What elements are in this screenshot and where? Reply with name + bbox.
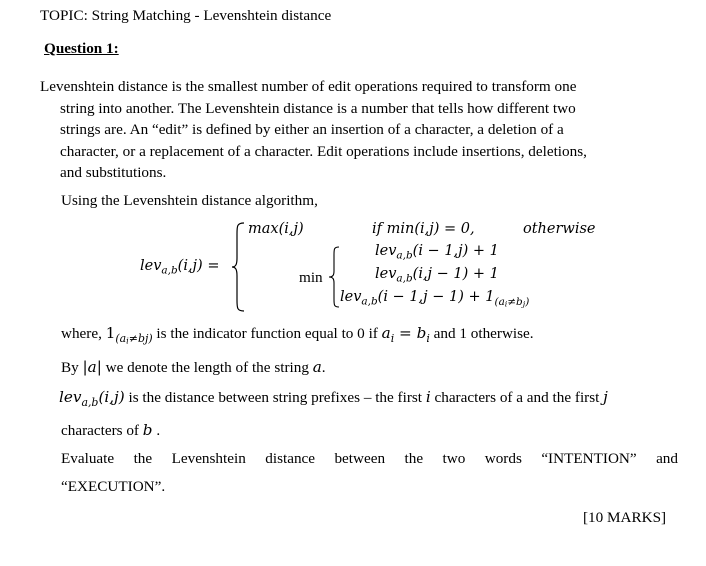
using-text: Using the Levenshtein distance algorithm, <box>61 192 318 209</box>
min-row-2: lev$_{a,b}$(i,j − 1) + 1 <box>375 266 499 285</box>
marks-label: [10 MARKS] <box>583 509 667 526</box>
length-definition: By |a| we denote the length of the string a. <box>61 358 326 376</box>
intro-paragraph <box>40 76 680 184</box>
evaluate-instruction: Evaluate the Levenshtein distance between the two words “INTENTION” and <box>61 450 678 467</box>
intro-line: character, or a replacement of a character. Edit operations include insertions, deletions, <box>60 142 587 160</box>
min-label: min <box>299 269 323 286</box>
indicator-definition: where, $1_{(ai\ne bj)}$ is the indicator function equal to 0 if $a_i = b_i$ and 1 otherwise. <box>61 324 534 346</box>
formula-lhs: lev$_{a,b}$(i,j) = <box>140 258 220 277</box>
intro-line: strings are. An “edit” is defined by either an insertion of a character, a deletion of a <box>60 121 564 138</box>
case1-expression: max(i,j) <box>248 221 304 237</box>
outer-brace <box>232 222 246 312</box>
case1-condition: if min(i,j) = 0, <box>372 221 475 237</box>
prefix-distance-definition: lev$_{a,b}$(i,j) is the distance between string prefixes – the first i characters of a and the first j <box>59 388 608 409</box>
intro-line: Levenshtein distance is the smallest number of edit operations required to transform one <box>40 78 577 95</box>
evaluate-instruction-cont: “EXECUTION”. <box>61 478 166 495</box>
intro-line: string into another. The Levenshtein distance is a number that tells how different two <box>60 99 576 117</box>
question-heading: Question 1: <box>44 40 119 57</box>
min-row-1: lev$_{a,b}$(i − 1,j) + 1 <box>375 243 499 262</box>
min-row-3: $lev_{a,b}(i - 1,j - 1) + 1_{(ai\ne bj)}$ <box>340 289 530 309</box>
case1-otherwise: otherwise <box>523 221 596 237</box>
intro-line: and substitutions. <box>60 164 167 181</box>
characters-line: characters of b . <box>61 421 161 439</box>
topic-heading: TOPIC: String Matching - Levenshtein distance <box>40 7 332 24</box>
